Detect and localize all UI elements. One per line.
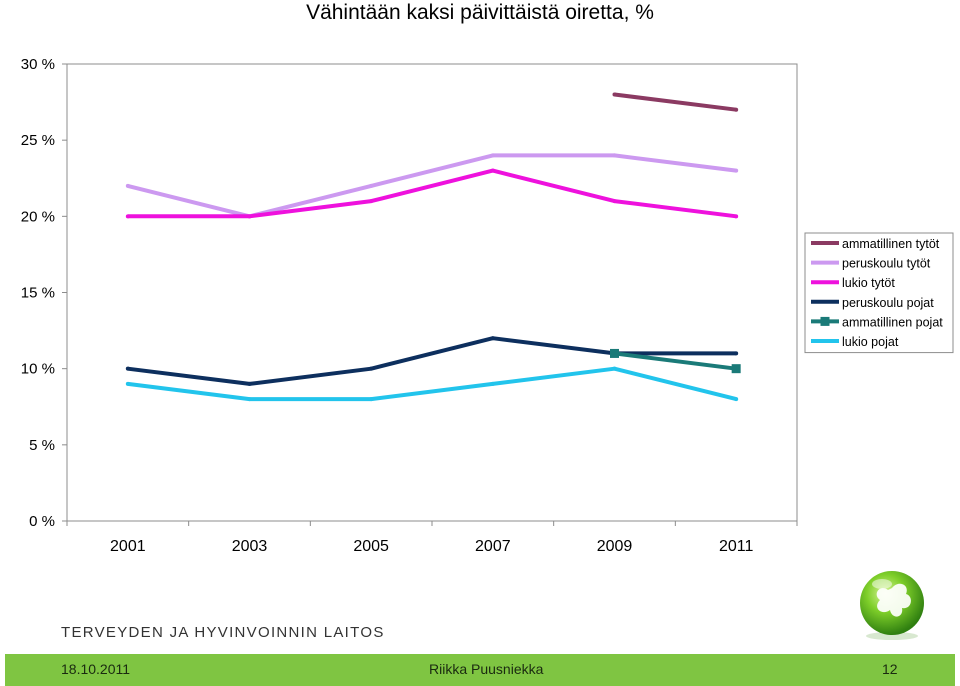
y-tick-label: 5 % — [29, 436, 55, 454]
data-point — [369, 199, 373, 203]
data-point — [610, 349, 619, 358]
x-tick-label: 2009 — [596, 538, 633, 555]
data-point — [734, 108, 738, 112]
data-point — [248, 214, 252, 218]
x-tick-label: 2011 — [718, 538, 754, 555]
footer-page-number: 12 — [882, 661, 898, 677]
data-point — [613, 153, 617, 157]
plot-area-frame — [67, 64, 797, 521]
leaf-globe-logo — [854, 566, 930, 642]
data-point — [734, 214, 738, 218]
legend-label: peruskoulu tytöt — [842, 256, 931, 271]
series-0 — [613, 92, 739, 111]
series-line — [128, 369, 736, 399]
data-point — [734, 397, 738, 401]
data-point — [491, 169, 495, 173]
y-tick-label: 30 % — [20, 56, 55, 73]
series-5 — [126, 367, 738, 401]
y-tick-label: 10 % — [20, 360, 55, 378]
data-point — [126, 214, 130, 218]
legend-label: lukio tytöt — [842, 276, 895, 291]
y-tick-label: 0 % — [29, 513, 55, 530]
y-tick-label: 15 % — [20, 284, 55, 302]
data-point — [126, 382, 130, 386]
y-tick-label: 20 % — [20, 208, 55, 226]
series-2 — [126, 169, 738, 219]
series-line — [615, 95, 737, 110]
legend-marker — [821, 317, 830, 326]
data-point — [369, 367, 373, 371]
data-point — [491, 153, 495, 157]
data-point — [126, 367, 130, 371]
data-point — [613, 199, 617, 203]
footer-author: Riikka Puusniekka — [429, 661, 544, 677]
data-point — [491, 336, 495, 340]
x-tick-label: 2001 — [110, 538, 146, 555]
legend-label: lukio pojat — [842, 335, 899, 349]
legend-label: ammatillinen pojat — [842, 315, 943, 330]
x-tick-label: 2007 — [475, 538, 511, 555]
legend — [805, 233, 953, 353]
data-point — [613, 92, 617, 96]
x-tick-label: 2003 — [231, 538, 268, 555]
series-line — [615, 353, 737, 368]
data-point — [734, 169, 738, 173]
data-point — [126, 184, 130, 188]
chart-title: Vähintään kaksi päivittäistä oiretta, % — [306, 1, 654, 24]
data-point — [369, 184, 373, 188]
data-point — [248, 382, 252, 386]
organization-name: TERVEYDEN JA HYVINVOINNIN LAITOS — [61, 624, 385, 641]
y-tick-label: 25 % — [20, 132, 55, 150]
data-point — [732, 364, 741, 373]
data-point — [369, 397, 373, 401]
legend-label: peruskoulu pojat — [842, 295, 934, 310]
data-point — [613, 367, 617, 371]
data-point — [248, 397, 252, 401]
data-point — [734, 351, 738, 355]
data-point — [491, 382, 495, 386]
x-tick-label: 2005 — [353, 538, 389, 555]
footer-bar — [5, 654, 955, 686]
legend-label: ammatillinen tytöt — [842, 237, 940, 251]
footer-date: 18.10.2011 — [61, 661, 131, 677]
